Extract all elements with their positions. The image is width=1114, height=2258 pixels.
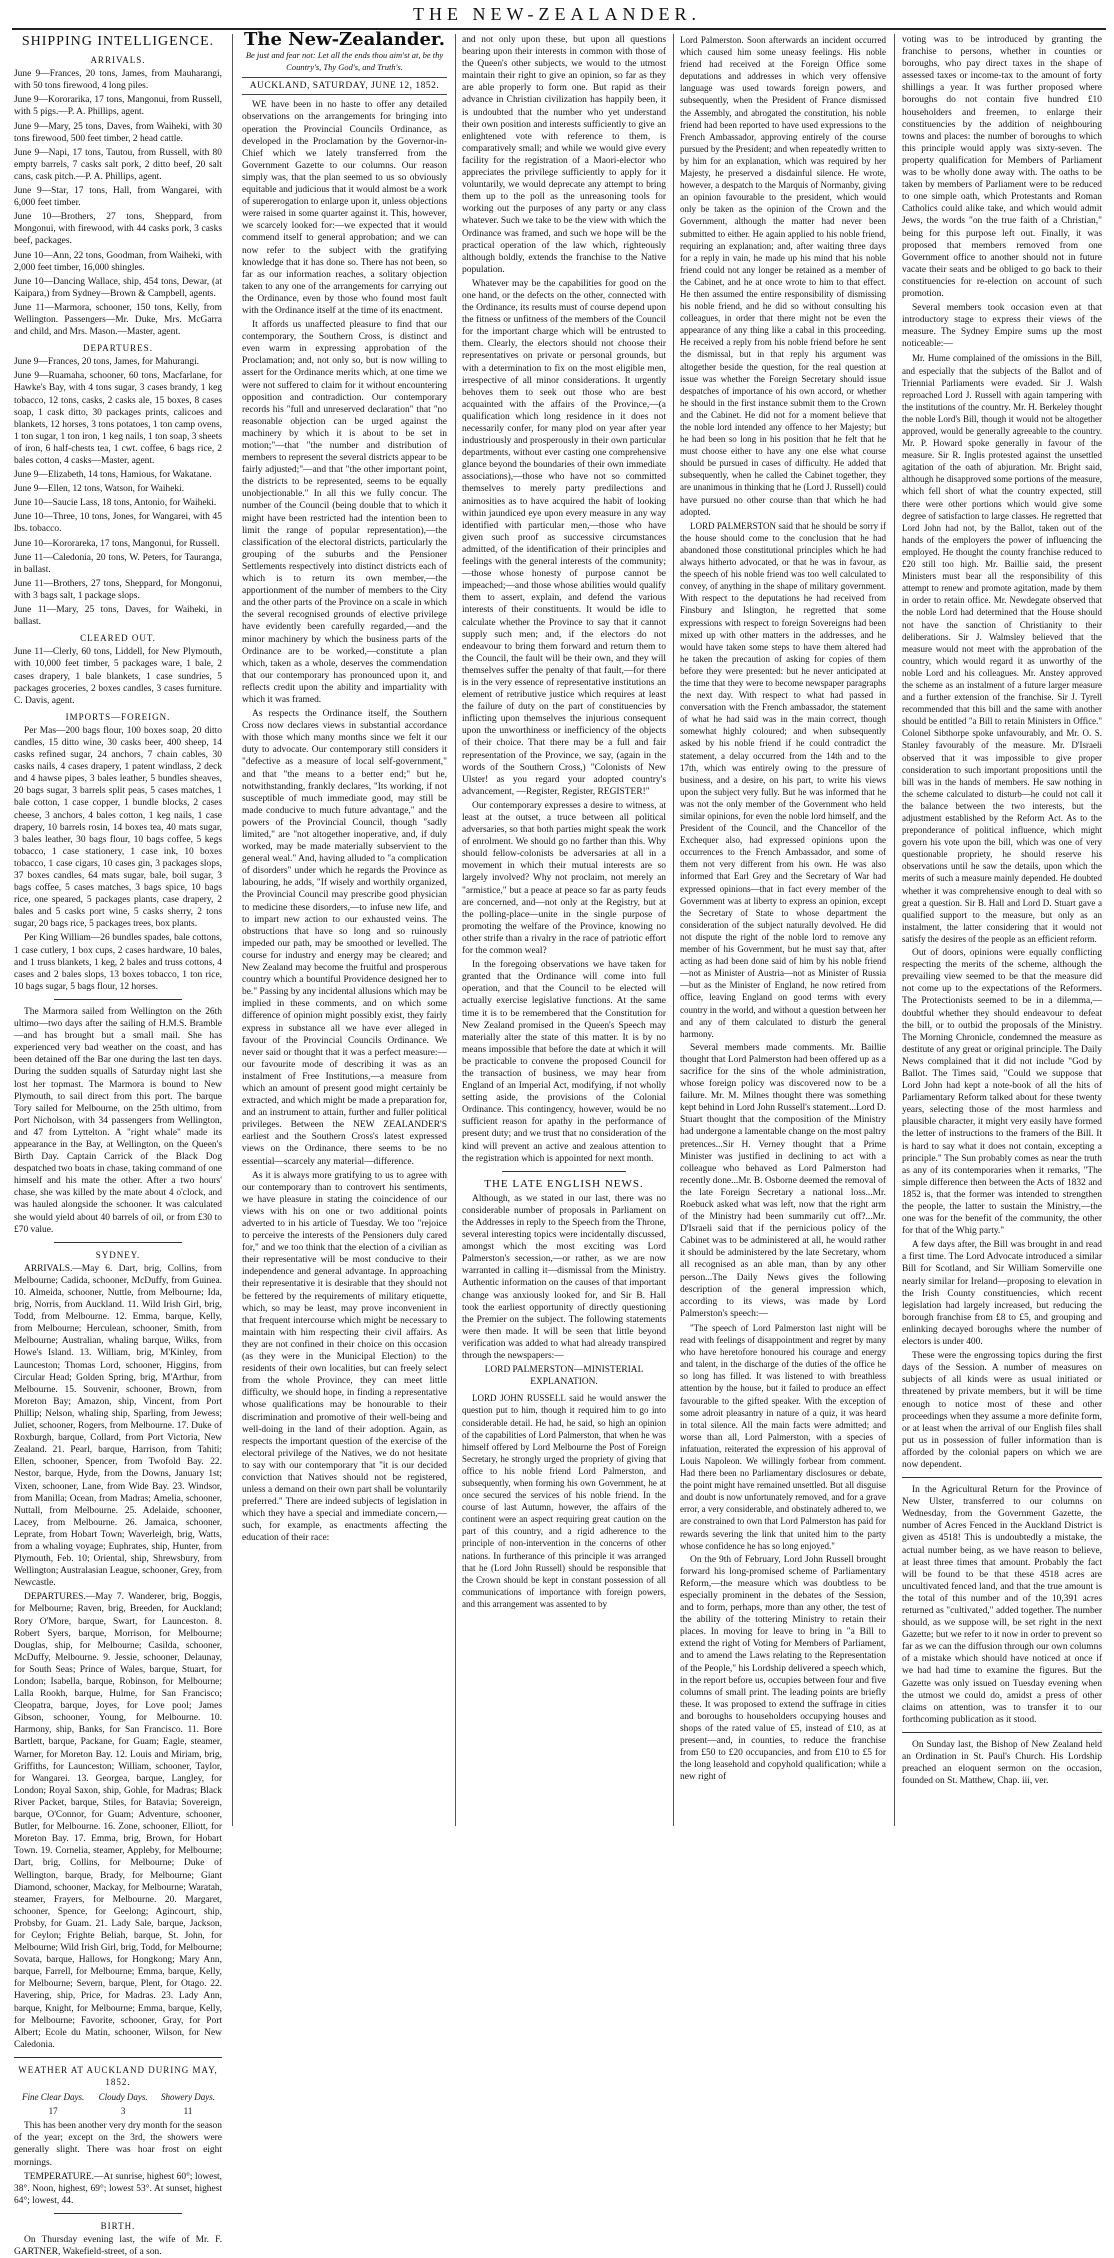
departure-item: June 10—Three, 10 tons, Jones, for Wangarei, with 45 lbs. tobacco. (14, 512, 222, 535)
column-3 (462, 34, 666, 1826)
departure-item: June 9—Elizabeth, 14 tons, Hamious, for Wakatane. (14, 470, 212, 481)
divider-rule (902, 1732, 1102, 1733)
weather-value: 11 (183, 2106, 193, 2117)
divider-rule (54, 2213, 182, 2214)
birth-heading: BIRTH. (100, 2220, 136, 2231)
departure-item: June 9—Frances, 20 tons, James, for Mahurangi. (14, 357, 200, 368)
column-divider (455, 34, 456, 1826)
dateline: AUCKLAND, SATURDAY, JUNE 12, 1852. (242, 77, 447, 95)
divider-rule (14, 2057, 222, 2058)
departure-item: June 11—Brothers, 27 tons, Sheppard, for Mongonui, with 3 bags salt, 1 package slops. (14, 578, 222, 601)
column-2 (242, 29, 447, 1826)
departure-item: June 11—Caledonia, 20 tons, W. Peters, for Tauranga, in ballast. (14, 552, 222, 575)
arrival-item: June 9—Napi, 17 tons, Tautou, from Russell, with 80 empty barrels, 7 casks salt pork, 2 ditto beef, 20 salt cans, cask pitch.—P. A. Phillips, agent. (14, 147, 222, 182)
news-paragraph: These were the engrossing topics during the first days of the Session. A number of measures on subjects of all kinds were as usual initiated or threatened by private members, but it will be time enough to notice most of these and other proceedings when they assume a more definite form, or at least when the arrival of our English files shall put us in possession of fuller information than is afforded by the colonial papers on which we are now dependent. (902, 1351, 1102, 1470)
editorial-paragraph: It affords us unaffected pleasure to find that our contemporary, the Southern Cross, is distinct and even warm in expressing approbation of the Proclamation; and, not only so, but is now willing to assert for the Ordinance merits which, at one time we were not suffered to claim for it without encountering opposition and contradiction. Our contemporary records his "full and unreserved declaration" that "no reasonable objection can be urged against the machinery by which it is about to be set in motion;"—that "the number and distribution of members to represent the several districts appear to be fairly adjusted;"—and that "the other important point, the districts to be represented, seems to be equally unobjectionable." In all this we fully concur. The number of the Council (being double that to which it might have been restricted had the intention been to limit the range of popular representation),—the classification of the electoral districts, particularly the grouping of the suburbs and the Pensioner Settlements respectively into distinct districts each of which is to return its own member,—the apportionment of the number of members to the City and the other parts of the Province on a scale in which the several recognised grounds of elective privilege have evidently been carefully regarded,—and the minor machinery by which the business parts of the Ordinance are to be worked,—constitute a plan which, taken as a whole, deserves the commendation that our contemporary has pronounced upon it, and reflects credit upon the ability and impartiality with which it was framed. (242, 320, 447, 705)
departures-label: DEPARTURES. (83, 343, 153, 354)
column-divider (894, 34, 895, 1826)
divider-rule (902, 1477, 1102, 1478)
editorial-paragraph: As respects the Ordinance itself, the Southern Cross now declares views in substantial accordance with those which many months since we felt it our duty to advocate. Our contemporary still considers it "defective as a measure of local self-government," and that "the means to a better end;" but he, notwithstanding, frankly declares, "Its working, if not susceptible of much immediate good, may still be made conducive to much future advantage," and the powers of the Provincial Council, though "sadly limited," are "not altogether inoperative, and, if duly worked, may be made materially subservient to the general weal." And, having alluded to "a complication of disorders" under which he regards the Province as labouring, he adds, "If wisely and worthily organized, the Provincial Council may prescribe good physician to medicine these disorders,—to infuse new life, and to impart new action to our exhausted veins. The obstructions that have so long and so ruinously impeded our path, may be smoothed or levelled. The course for industry and energy may be cleared; and New Zealand may become the fruitful and prosperous country which a bountiful Providence designed her to be." Passing by any incidental allusions which may be implied in these comments, and on which some difference of opinion might possibly exist, they fairly express in substance all we have ever alleged in favour of the Provincial Councils Ordinance. We never said or thought that it was a perfect measure:—our favourite mode of describing it was as an instalment of Free Institutions,—a measure from which an amount of present good might certainly be extracted, and which might be made a preparation for, and an instrument to attain, further and fuller political privileges. Between the NEW ZEALANDER'S earliest and the Southern Cross's latest expressed views on the Ordinance, there seems to be no essential—scarcely any material—difference. (242, 709, 447, 1167)
news-paragraph: On the 9th of February, Lord John Russell brought forward his long-promised scheme of Parliamentary Reform,—the measure which was doubtless to be especially prominent in the debates of the Session, and to form, perhaps, more than any other, the test of the ability of the tottering Ministry to retain their places. In moving for leave to bring in "a Bill to extend the right of Voting for Members of Parliament, and to amend the Laws relating to the Representation of the People," his Lordship delivered a speech which, in the report before us, occupies between four and five columns of small print. The leading points are briefly these. It was proposed to extend the suffrage in cities and boroughs to householders occupying houses and shops of the rated value of £5, instead of £10, as at present—and, in counties, to reduce the franchise from £50 to £20 occupancies, and from £10 to £5 for the long leasehold and copyhold qualification; while a new right of (680, 1554, 886, 1783)
editorial-paragraph: In the foregoing observations we have taken for granted that the Ordinance will come into full operation, and that the Council to be elected will actually exercise legislative functions. At the same time it is to be remembered that the Constitution for New Zealand promised in the Queen's Speech may materially alter the state of this matter. It is by no means impossible that before the date at which it will be practicable to convene the proposed Council for the transaction of business, we may hear from England of an Imperial Act, modifying, if not wholly setting aside, the provisions of the Colonial Ordinance. This contingency, however, would be no sufficient reason for apathy in the performance of present duty; and we trust that no consideration of the kind will prevent an active and zealous attention to the registration which is appointed for next month. (462, 960, 666, 1164)
sydney-departures: DEPARTURES.—May 7. Wanderer, brig, Boggis, for Melbourne; Raven, brig, Breeden, for Auckland; Rory O'More, barque, Swart, for Launceston. 8. Robert Syers, barque, Morrison, for Melbourne; Douglas, ship, for Melbourne; Casilda, schooner, McDuffy, Melbourne. 9. Jessie, schooner, Delaunay, for South Seas; Prince of Wales, barque, Stuart, for London; Isabella, barque, Robinson, for Melbourne; Lalla Rookh, barque, Hulme, for San Francisco; Cleopatra, barque, Joyes, for Love pool; James Gibson, schooner, Young, for Melbourne. 10. Harmony, ship, Banks, for San Francisco. 11. Bore Bartlett, barque, Packane, for Guam; Eagle, steamer, Warner, for Moreton Bay. 12. Louis and Miriam, brig, Griffiths, for Launceston; William, schooner, Taylor, for Wangarei. 13. Georgea, barque, Langley, for London; Royal Saxon, ship, Gohle, for Madras; Black River Packet, barque, Stiles, for Batavia; Sovereign, barque, O'Connor, for Guam; Adventure, schooner, Butler, for Melbourne. 16. Zone, schooner, Elliott, for Moreton Bay. 17. Emma, brig, Brown, for Hobart Town. 19. Cornelia, steamer, Appleby, for Melbourne; Dart, brig, Collins, for Melbourne; Duke of Wellington, barque, Brady, for Melbourne; Giant Diamond, schooner, Mackay, for Melbourne; Waratah, steamer, Frayers, for Melbourne. 20. Margaret, schooner, Spence, for Geelong; Agincourt, ship, Probsby, for Guam. 21. Lady Sale, barque, Jackson, for Ceylon; Frighte Beliah, barque, St. John, for Melbourne; Wild Irish Girl, brig, Todd, for Melbourne; Sovata, barque, Hallows, for Hongkong; Mary Ann, barque, Farrell, for Melbourne; Emma, barque, Kelly, for Melbourne; Severn, barque, Plent, for Otago. 22. Havering, ship, Price, for Madras. 23. Lady Ann, barque, Knight, for Melbourne; Emma, barque, Kelly, for Melbourne; Favorite, schooner, Gray, for Port Albert; Ecole du Matin, schooner, Wilson, for New Caledonia. (14, 1592, 222, 2050)
divider-rule (54, 1242, 182, 1243)
column-5 (902, 34, 1102, 1826)
arrival-item: June 9—Mary, 25 tons, Daves, from Waiheki, with 30 tons firewood, 500 feet timber, 2 head cattle. (14, 121, 222, 144)
masthead: THE NEW-ZEALANDER. (413, 4, 701, 24)
weather-heading: WEATHER AT AUCKLAND DURING MAY, 1852. (18, 2064, 218, 2087)
news-paragraph: Out of doors, opinions were equally conflicting respecting the merits of the scheme, although the prevailing view seemed to be that the measure did not come up to the expectations of the Reformers. The Protectionists seemed to be in a dilemma,—doubtful whether they should endeavour to defeat the bill, or to outbid the proposals of the Ministry. The Morning Chronicle, condemned the measure as destitute of any great or original principle. The Daily News complained that it did not include "God by Ballot. The Times said, "Could we suppose that Lord John had kept a note-book of all the hits of Parliamentary Reform talked about for these twenty years, selecting those of the most harmless and plausible character, it might very easily have formed the letter of instructions to the framers of the Bill. It is hard to say what it does not contain, excepting a principle." The Sun probably comes as near the truth as any of its contemporaries when it remarks, "The simple difference then between the Acts of 1832 and 1852 is, that the former was intended to strengthen the people, the latter to sustain the Ministry,—the one was for the benefit of the community, the other for that of the Whig party." (902, 948, 1102, 1237)
news-paragraph: Lord Palmerston. Soon afterwards an incident occurred which caused him some uneasy feelings. His noble friend had received at the Foreign Office some deputations and addresses in which very offensive language was used towards foreign powers, and subsequently, when the President of France dismissed the Assembly, and abrogated the constitution, his noble friend had been reported to have used expressions to the French Ambassador, approving entirely of the course pursued by the President; and when repeatedly written to by him for an explanation, which was required by her Majesty, he preserved a disdainful silence. He wrote, however, a despatch to the Marquis of Normanby, giving an opinion favourable to the president, which would only be taken as the opinion of the Crown and the Government, although the matter had never been submitted to either. He again applied to his noble friend, requiring an explanation; and, after waiting three days for a reply in vain, he made up his mind that his noble friend could not any longer be retained as a member of the Cabinet, and he at once wrote to him to that effect. He then assumed the entire responsibility of dismissing his noble friend, and he did so without consulting his colleagues, in order that there might not be even the appearance of any thing like a cabal in this proceeding. He received a reply from his noble friend before he sent the dismissal, but in that reply his argument was altogether beside the question, for the real question at issue was whether the Foreign Secretary should issue despatches of importance of his own accord, or whether he should in the first instance submit them to the Crown and the Cabinet. He did not for a moment believe that the noble lord intended any offence to her Majesty; but he had been so long in his position that he felt that he must choose either to have any one else what course should be pursued in cases of difficulty. He added that subsequently, when he called the Cabinet together, they are unanimous in thinking that he (Lord J. Russell) could have pursued no other course than that which he had adopted. (680, 35, 886, 517)
imports-text: Per Mas—200 bags flour, 100 boxes soap, 20 ditto candles, 15 ditto wine, 30 casks beer, 400 sheep, 14 casks refined sugar, 24 anchors, 7 chain cables, 30 casks nails, 4 cases drapery, 1 patent windlass, 2 deck and 4 hawse pipes, 3 bales leather, 5 bundles sheaves, 20 bags sugar, 3 barrels split peas, 5 cases matches, 1 bale cotton, 1 case copper, 1 bundle blocks, 2 cases cheese, 3 anchors, 4 bales cotton, 1 keg nails, 1 case drapery, 10 barrels rosin, 14 boxes tea, 40 mats sugar, 3 bales leather, 30 bags flour, 10 bags coffee, 5 kegs tobacco, 1 case stationery, 1 case ink, 10 boxes tobacco, 1 case cigars, 10 cases gin, 3 packages slops, 37 boxes candles, 64 mats sugar, bale, boil sugar, 3 bags coffee, 5 cases matches, 3 bags spice, 10 bags rice, one speared, 5 packages plants, case drapery, 2 bales and 5 casks port wine, 5 casks sherry, 2 tons sugar, 20 bags rice, 5 packages trees, box plants. (14, 725, 222, 930)
sydney-arrivals: ARRIVALS.—May 6. Dart, brig, Collins, from Melbourne; Cadida, schooner, McDuffy, from Guinea. 10. Almeida, schooner, Nuttle, from Melbourne; Ida, brig, Norris, from Auckland. 11. Wild Irish Girl, brig, Todd, from Melbourne. 12. Emma, barque, Kelly, from Melbourne; Herculean, schooner, Smith, from Melbourne; Australian, whaling barque, Wilks, from Howe's Island. 13. William, brig, M'Kinley, from Launceston; Thomas Lord, schooner, Higgins, from Circular Head; Golden Spring, brig, M'Arthur, from Melbourne. 15. Souvenir, schooner, Brown, from Moreton Bay; Amazon, ship, Vincent, from Port Phillip; Nelson, whaling ship, Sparling, from Jewess; Juliet, schooner, Rogers, from Melbourne. 17. Duke of Roxburgh, barque, Collard, from Port Victoria, New Zealand. 21. Pearl, barque, Harrison, from Tahiti; Ellen, schooner, Spencer, from Twofold Bay. 22. Nestor, barque, Hyde, from the Downs, January 1st; Vixen, schooner, Lane, from Wide Bay. 23. Windsor, from Manilla; Ocean, from Madras; Amelia, schooner, Nuttall, from Melbourne. 25. Adelaide, schooner, Lacey, from Melbourne. 26. Jamaica, schooner, Leprate, from Hobart Town; Waverleigh, brig, Watts, from a whaling voyage; Euphrates, ship, Hunter, from Plymouth, Feb. 10; Oriental, ship, Shrewsbury, from Wellington; Australasian League, schooner, Grey, from Newcastle. (14, 1263, 222, 1589)
news-paragraph: A few days after, the Bill was brought in and read a first time. The Lord Advocate introduced a similar Bill for Scotland, and Sir William Somerville one nearly similar for Ireland—proposing to elevation in the Irish County constituencies, which recent legislation had largely increased, but reducing the borough franchise from £8 to £5, and grouping and enlinking decayed boroughs where the number of electors is under 400. (902, 1240, 1102, 1348)
marmora-paragraph: The Marmora sailed from Wellington on the 26th ultimo—two days after the sailing of H.M.S. Bramble —and has brought but a small mail. She has experienced very bad weather on the coast, and has been detained off the Bar one during the last ten days. During the sudden squalls of Saturday night last she lost her topmast. The Marmora is bound to New Plymouth, to sail direct from this port. The barque Tory sailed for Melbourne, on the 25th ultimo, from Port Nicholson, with 34 passengers from Wellington, and 47 from Lyttelton. A "right whale" made its appearance in the Bay, at Wellington, on the Queen's Birth Day. Captain Carrick of the Black Dog despatched two boats in chase, taking command of one himself and his mate the other. After a two hours' chase, she was killed by the mate about 4 o'clock, and was hauled alongside the schooner. It was calculated she would yield about 40 barrels of oil, or from £30 to £70 value. (14, 1006, 222, 1235)
weather-col-header: Fine Clear Days. (22, 2092, 85, 2103)
quoted-paragraph: "The speech of Lord Palmerston last night will be read with feelings of disappointment and regret by many who have heretofore honoured his courage and energy and talent, in the discharge of the duties of the office he so long has filled. It was listened to with breathless attention by the house, but it failed to produce an effect favourable to the gifted speaker. With the exception of some adroit pleasantry in nature of a quiz, it was heard in total silence. All the main facts were admitted; and worse than all, Lord Palmerston, with a species of infatuation, reiterated the expression of his approval of Louis Napoleon. We willingly forbear from comment. Had there been no Parliamentary disclosures or debate, the point might have remained unsettled. But all disguise and doubt is now unfortunately removed, and for a grave error, a very considerable, and obstinately adhered to, we are constrained to own that Lord Palmerston has paid for rewards severing the link that united him to the party whose confidence he has so long enjoyed." (680, 1322, 886, 1551)
news-paragraph: Mr. Hume complained of the omissions in the Bill, and especially that the subjects of the Ballot and of Triennial Parliaments were evaded. Sir J. Walsh reproached Lord J. Russell with again tampering with the institutions of the country. Mr. H. Berkeley thought the noble Lord's Bill, though it would not be altogether approved, would be generally agreeable to the country. Mr. P. Howard spoke generally in favour of the measure. Sir R. Inglis protested against the unsettled agitation of the oath of abjuration. Mr. Bright said, although he disapproved some portions of the measure, which fell short of what the country expected, still there were other portions which would give some degree of satisfaction to large classes. He regretted that Lord John had not, by the Ballot, taken out of the hands of the employers the power of influencing the employed. He thought the county franchise reduced to £20 still too high. Mr. Baillie said, the present Ministers must bear all the responsibility of this attempt to renew and promote agitation, made by them in order to retain office. Mr. Newdegate observed that the noble Lord had determined that the House should not have the sanction of Christianity to their deliberations. Sir J. Walmsley believed that the measure would not meet with the approbation of the country, which would regard it as unworthy of the noble Lord and his colleagues. Mr. Anstey approved the scheme as an instalment of a future larger measure and a further extension of the franchise. Sir J. Tyrell recommended that this bill and the same with another should be entitled "a Bill to retain Ministers in Office." Colonel Sibthorpe spoke unfavourably, and Mr. O. S. Stanley favourably of the measure. Mr. D'Israeli observed that it was impossible to give proper consideration to such important propositions until the bill was in the hands of members. He saw nothing in the scheme calculated to disturb—he could not call it the balance between the two interests, but the adjustment established by the Reform Act. As to the preponderance of political influence, which might govern his vote upon the bill, which was one of very questionable propriety, he should reserve his observations until he saw the details, upon which the merits of such a measure mainly depended. He doubted whether it was comprehensive enough to deal with so great a question. Sir B. Hall and Lord D. Stuart gave a qualified support to the measure, but only as an instalment, the latter considering that it would not satisfy the desires of the people as an efficient reform. (902, 353, 1102, 944)
editorial-paragraph: Whatever may be the capabilities for good on the one hand, or the defects on the other, connected with the Ordinance, its results must of course depend upon the fitness or unfitness of the members of the Council for the important charge which will be entrusted to them. Clearly, the electors should not choose their representatives on private or personal grounds, but with a determination to fix on the most eligible men, irrespective of all minor considerations. It urgently behoves them to seek out those who are best acquainted with the affairs of the Province,—(a qualification which long residence in it does not necessarily confer, for many plod on year after year industriously and prosperously in their own particular departments, without ever casting one comprehensive glance beyond the boundaries of their own immediate associations),—those who have not so committed themselves to merely party predilections and animosities as to have acquired the habit of looking within jaundiced eye upon every measure in any way identified with particular men,—those who have given such proof as successive circumstances admitted, of the identification of their principles and feelings with the general interests of the community;—those whose honesty of purpose cannot be impeached;—and those whose abilities would qualify them to assert, explain, and defend the various interests of their constituents. It would be idle to calculate whether the Province to say that it cannot supply such men; and, if the electors do not endeavour to bring them forward and return them to the Council, the fault will be their own, and they will themselves suffer the penalty of that fault,—for there is in the very essence of representative institutions an element of retributive justice which requires at least the failure of duty on the part of constituencies by inflicting upon themselves the injurious consequent upon the unworthiness or inefficiency of the objects of their choice. That there may be a full and fair representation of the Province, we say, (again in the words of the Southern Cross,) "Colonists of New Ulster! as you regard your adopted country's advancement, —Register, Register, REGISTER!" (462, 278, 666, 797)
departure-item: June 10—Saucie Lass, 18 tons, Antonio, for Waiheki. (14, 498, 217, 509)
section-title: THE LATE ENGLISH NEWS. (484, 1177, 644, 1190)
imports-text-2: Per King William—26 bundles spades, bale cottons, 1 case cutlery, 1 box cups, 2 cases hardware, 10 bales, and 1 truss blankets, 1 keg, 2 bales and truss cottons, 4 cases and 2 bales slops, 13 boxes tobacco, 1 ton rice, 10 bags sugar, 5 bags flour, 12 horses. (14, 933, 222, 992)
arrival-item: June 10—Brothers, 27 tons, Sheppard, from Mongonui, with firewood, with 44 casks pork, 3 casks beef, packages. (14, 212, 222, 247)
column-divider (673, 34, 674, 1826)
divider-rule (502, 1171, 626, 1172)
weather-temperature: TEMPERATURE.—At sunrise, highest 60°; lowest, 38°. Noon, highest, 69°; lowest 53°. At sunset, highest 64°; lowest, 44. (14, 2171, 222, 2206)
subheading: LORD PALMERSTON—MINISTERIAL EXPLANATION. (484, 1365, 644, 1388)
cleared-label: CLEARED OUT. (80, 633, 156, 644)
departure-item: June 9—Ruamaha, schooner, 60 tons, Macfarlane, for Hawke's Bay, with 4 tons sugar, 3 cases brandy, 1 keg tobacco, 12 tons, casks, 2 casks ale, 15 boxes, 8 cases soap, 1 cask ditto, 30 packages prints, calicoes and blankets, 12 horses, 3 tons potatoes, 1 ton camp ovens, 1 ton sugar, 1 ton iron, 1 keg nails, 1 ton soap, 3 sheets of iron, 6 half-chests tea, 1 cwt. coffee, 6 bags rice, 2 bales cotton, 4 casks—Master, agent. (14, 371, 222, 466)
news-paragraph: voting was to be introduced by granting the franchise to persons, whether in counties or boroughs, who pay direct taxes in the shape of assessed taxes or income-tax to the amount of forty shillings a year. It was further proposed where boroughs do not contain five hundred £10 householders and freemen, to enlarge their constituencies by the addition of neighbouring towns and places: the number of boroughs to which this principle would apply was sixty-seven. The property qualification for Members of Parliament was to be wholly done away with. The oaths to be taken by members of Parliament were to be reduced to one simple oath, which Protestants and Roman Catholics could alike take, and which would admit Jews, the words "on the true faith of a Christian," being for this purpose left out. Finally, it was proposed that members removed from one Government office to another should not in future vacate their seats and be obliged to go back to their constituencies for re-election on account of such promotion. (902, 35, 1102, 299)
shipping-heading: SHIPPING INTELLIGENCE. (21, 34, 215, 49)
ordination-paragraph: On Sunday last, the Bishop of New Zealand held an Ordination in St. Paul's Church. His Lordship preached an eloquent sermon on the occasion, founded on St. Matthew, Chap. iii, ver. (902, 1739, 1102, 1787)
weather-col-header: Showery Days. (161, 2092, 215, 2103)
arrival-item: June 10—Ann, 22 tons, Goodman, from Waiheki, with 2,000 feet timber, 16,000 shingles. (14, 250, 222, 273)
news-paragraph: LORD PALMERSTON said that he should be sorry if the house should come to the conclusion that he had abandoned those constitutional principles which he had always hitherto advocated, or that he was in favour, as the speech of his noble friend was too well calculated to convey, of anything in the shape of military government. With respect to the deputations he had received from Finsbury and Islington, he regretted that some expressions with respect to foreign Sovereigns had been mixed up with other matters in the addresses, and he would have taken some steps to have them altered had he taken the precaution of asking for copies of them before they were presented: but he never anticipated at the time that they were to become newspaper paragraphs the next day. With respect to what had passed in conversation with the French ambassador, the statement of what he had said was in the main correct, though somewhat highly coloured; and when subsequently asked by his noble friend if he could contradict the statement, a delay occurred from the 14th and to the 17th, which was entirely owing to the pressure of business, and a desire, on his part, to write his views upon the subject very fully. But he was informed that he was not the only member of the Government who held similar opinions, for even the noble lord himself, and the President of the Council, and the Chancellor of the Exchequer also, had expressed opinions upon the occurrences to the French Ambassador, and some of them not very different from his own. He was also informed that Earl Grey and the Secretary of War had expressed opinions—that in fact every member of the Government was at liberty to express an opinion, except the Secretary of State to whose department the consideration of the subject naturally devolved. He did not dispute the right of the noble lord to remove any member of his Government, but he must say that, after acting as had been done said of him by his noble friend—not as Minister of Austria—not as Minister of Russia—but as the Minister of England, he now retired from office, leaving England on good terms with every country in the world, and without a question between her and any of them calculated to disturb the general harmony. (680, 520, 886, 1039)
divider-rule (54, 999, 182, 1000)
arrival-item: June 9—Star, 17 tons, Hall, from Wangarei, with 6,000 feet timber. (14, 186, 222, 209)
editorial-paragraph: As it is always more gratifying to us to agree with our contemporary than to controvert his sentiments, we have pleasure in stating the coincidence of our views with his on one or two additional points adverted to in his article of Tuesday. We too "rejoice to perceive the interests of the Pensioners duly cared for," and we too think that the election of a civilian as their representative will be most conducive to their independence and general advantage. In approaching their representative it is desirable that they should not be fettered by the requirements of military etiquette, which, so may be least, may prove inconvenient in that frequent intercourse which might be necessary to maintain with him respecting their civil affairs. As they are not confined in their choice on this occasion (as they were in the Municipal Election) to the residents of their own localities, but can freely select from the whole Province, they can meet little difficulty, we should hope, in finding a representative whose qualifications may be honourable to their discrimination and promotive of their well-being and well-doing in the land of their adoption. Again, as respects the important question of the exercise of the electoral privilege of the Natives, we do not hesitate to say with our contemporary that "it is our decided conviction that Natives should not be registered, unless a demand on their own part shall be voluntarily preferred." There are indeed subjects of legislation in which they have a special and immediate concern,—such, for example, as enactments affecting the education of their race: (242, 1170, 447, 1544)
editorial-paragraph: WE have been in no haste to offer any detailed observations on the arrangements for bringing into operation the Provincial Councils Ordinance, as developed in the Proclamation by the Governor-in-Chief which we lately transferred from the Government Gazette to our columns. Our reason simply was, that the plan seemed to us so obviously equitable and judicious that it would almost be a work of supererogation to enlarge upon it, unless objections were raised in some quarter against it. This, however, we scarcely looked for:—we expected that it would commend itself to general approbation; and we can now refer to the subject with the gratifying knowledge that it has done so. There has not been, so far as our information reaches, a solitary objection taken to any one of the arrangements for carrying out the Ordinance, even by those who found most fault with the Ordinance itself at the time of its enactment. (242, 100, 447, 316)
imports-label: IMPORTS—FOREIGN. (65, 711, 171, 722)
departure-item: June 10—Kororareka, 17 tons, Mangonui, for Russell. (14, 538, 220, 549)
newspaper-motto: Be just and fear not: Let all the ends thou aim'st at, be thy Country's, Thy God's, and Truth's. (245, 50, 444, 73)
arrivals-label: ARRIVALS. (90, 55, 146, 66)
editorial-paragraph: Our contemporary expresses a desire to witness, at least at the outset, a truce between all political adversaries, so that both parties might speak the work of enrolment. We should go no farther than this. Why should fellow-colonists be adversaries at all in a movement in which their mutual interests are so largely involved? Why not proclaim, not merely an "armistice," but a peace at peace so far as party feuds are concerned, and—not only at the Registry, but at the polling-place—unite in the single purpose of promoting the welfare of the Province, knowing no other strife than a rivalry in the race of patriotic effort for the common weal? (462, 800, 666, 957)
weather-table (14, 2090, 222, 2118)
column-1 (14, 34, 222, 2258)
arrival-item: June 9—Kororarika, 17 tons, Mangonui, from Russell, with 5 pigs.—P. A. Phillips, agent. (14, 95, 222, 118)
departure-item: June 9—Ellen, 12 tons, Watson, for Waiheki. (14, 484, 185, 495)
arrival-item: June 9—Frances, 20 tons, James, from Mauharangi, with 50 tons firewood, 4 long piles. (14, 69, 222, 92)
masthead-rule (12, 28, 1106, 30)
weather-value: 3 (120, 2106, 126, 2117)
news-paragraph: Although, as we stated in our last, there was no considerable number of proposals in Parliament on the Addresses in reply to the Speech from the Throne, several interesting topics were incidentally discussed, amongst which the most exciting was Lord Palmerston's secession,—or rather, as we are now warranted in calling it—dismissal from the Ministry. Authentic information on the causes of that important change was anxiously looked for, and Sir B. Hall took the earliest opportunity of directly questioning the Premier on the subject. The following statements were then made. It will be seen that little beyond verification was added to what had already transpired through the newspapers:— (462, 1193, 666, 1362)
agricultural-return-paragraph: In the Agricultural Return for the Province of New Ulster, transferred to our columns on Wednesday, from the Government Gazette, the number of Acres Fenced in the Auckland District is given as 4518! This is undoubtedly a mistake, the actual number being, as we have reason to believe, at least three times that amount. Probably the fact will be found to be that these 4518 acres are uncultivated fenced land, and that the true amount is the total of this number and of the 10,391 acres returned as "cultivated," added together. The number should, as we suppose will, be set right in the next Gazette; but we refer to it now in order to prevent so far as we can the diffusion through our own columns of a mistake which should have noticed at once if we had had time to examine the figures. But the Gazette was only issued on Tuesday evening when the utmost we could do, amidst a press of other claims on attention, was to transfer it to our forthcoming publication as it stood. (902, 1485, 1102, 1725)
arrival-item: June 10—Dancing Wallace, ship, 454 tons, Dewar, (at Kaipara,) from Sydney—Brown & Campbell, agents. (14, 276, 222, 299)
weather-value: 17 (48, 2106, 58, 2117)
newspaper-title: The New-Zealander. (243, 29, 446, 50)
arrival-item: June 11—Marmora, schooner, 150 tons, Kelly, from Wellington. Passengers—Mr. Duke, Mrs. McGarra and child, and Mrs. Mason.—Master, agent. (14, 302, 222, 338)
news-paragraph: LORD JOHN RUSSELL said he would answer the question put to him, though it required him to go into considerable detail. He had, he said, so high an opinion of the capabilities of Lord Palmerston, that when he was himself offered by Lord Melbourne the Post of Foreign Secretary, he strongly urged the propriety of giving that office to his noble friend Lord Palmerston, and subsequently, when forming his own Government, he at once secured the services of his noble friend. In the course of last Autumn, however, the affairs of the continent were an aspect requiring great caution on the part of this country, and a rigid adherence to the principle of non-intervention in the concerns of other nations. In furtherance of this principle it was arranged that he (Lord John Russell) should be responsible that the Crown should be kept in constant possession of all communications of importance with foreign powers, and this arrangement was assented to by (462, 1393, 666, 1609)
news-paragraph: Several members made comments. Mr. Baillie thought that Lord Palmerston had been offered up as a sacrifice for the sins of the whole administration, whose foreign policy was discovered now to be a failure. Mr. M. Milnes thought there was something kept behind in Lord John Russell's statement...Lord D. Stuart thought that the composition of the Ministry had undergone a lamentable change on the most paltry pretences...Sir H. Verney thought that a Prime Minister was justified in declining to act with a colleague who behaved as Lord Palmerston had recently done...Mr. B. Osborne deemed the removal of the late Foreign Secretary a national loss...Mr. Roebuck asked what was left, now that the right arm of the Ministry had been summarily cut off?...Mr. D'Israeli said that if the pernicious policy of the Cabinet was to be administered at all, he would rather it should be administered by the late Secretary, whom all recognised as an able man, than by any other person...The Daily News gives the following description of the general impression which, according to its views, was made by Lord Palmerston's speech:— (680, 1042, 886, 1319)
column-divider (232, 34, 233, 1826)
weather-note: This has been another very dry month for the season of the year; except on the 3rd, the showers were generally slight. There was hoar frost on eight mornings. (14, 2121, 222, 2168)
departure-item: June 11—Mary, 25 tons, Daves, for Waiheki, in ballast. (14, 605, 222, 628)
column-4 (680, 34, 886, 1826)
sydney-label: SYDNEY. (95, 1249, 141, 1260)
editorial-paragraph: and not only upon these, but upon all questions bearing upon their interests in common with those of the Queen's other subjects, we would to the utmost maintain their right to give an opinion, so far as they are able properly to form one. But rapid as their advance in Christian civilization has happily been, it is undoubted that the number who yet understand their own position and interests sufficiently to give an enlightened vote with reference to them, is comparatively small; and while we would give every facility for the registration of a Maori-elector who appreciates the privilege sufficiently to apply for it voluntarily, we would deprecate any attempt to bring them up to the poll as the unreasoning tools for working out the purposes of any party or any class whatever. Such we take to be the view with which the Ordinance was framed, and such we hope will be the practical operation of the law which, righteously although boldly, extends the franchise to the Native population. (462, 35, 666, 275)
news-paragraph: Several members took occasion even at that introductory stage to express their views of the measure. The Sydney Empire sums up the most noticeable:— (902, 303, 1102, 350)
weather-col-header: Cloudy Days. (98, 2092, 148, 2103)
birth-text: On Thursday evening last, the wife of Mr. F. GARTNER, Wakefield-street, of a son. (14, 2235, 222, 2258)
cleared-item: June 11—Clerly, 60 tons, Liddell, for New Plymouth, with 10,000 feet timber, 5 packages ware, 1 bale, 2 cases drapery, 1 bale blankets, 1 case sundries, 5 packages groceries, 2 boxes candles, 3 cases furniture. C. Davis, agent. (14, 647, 222, 706)
